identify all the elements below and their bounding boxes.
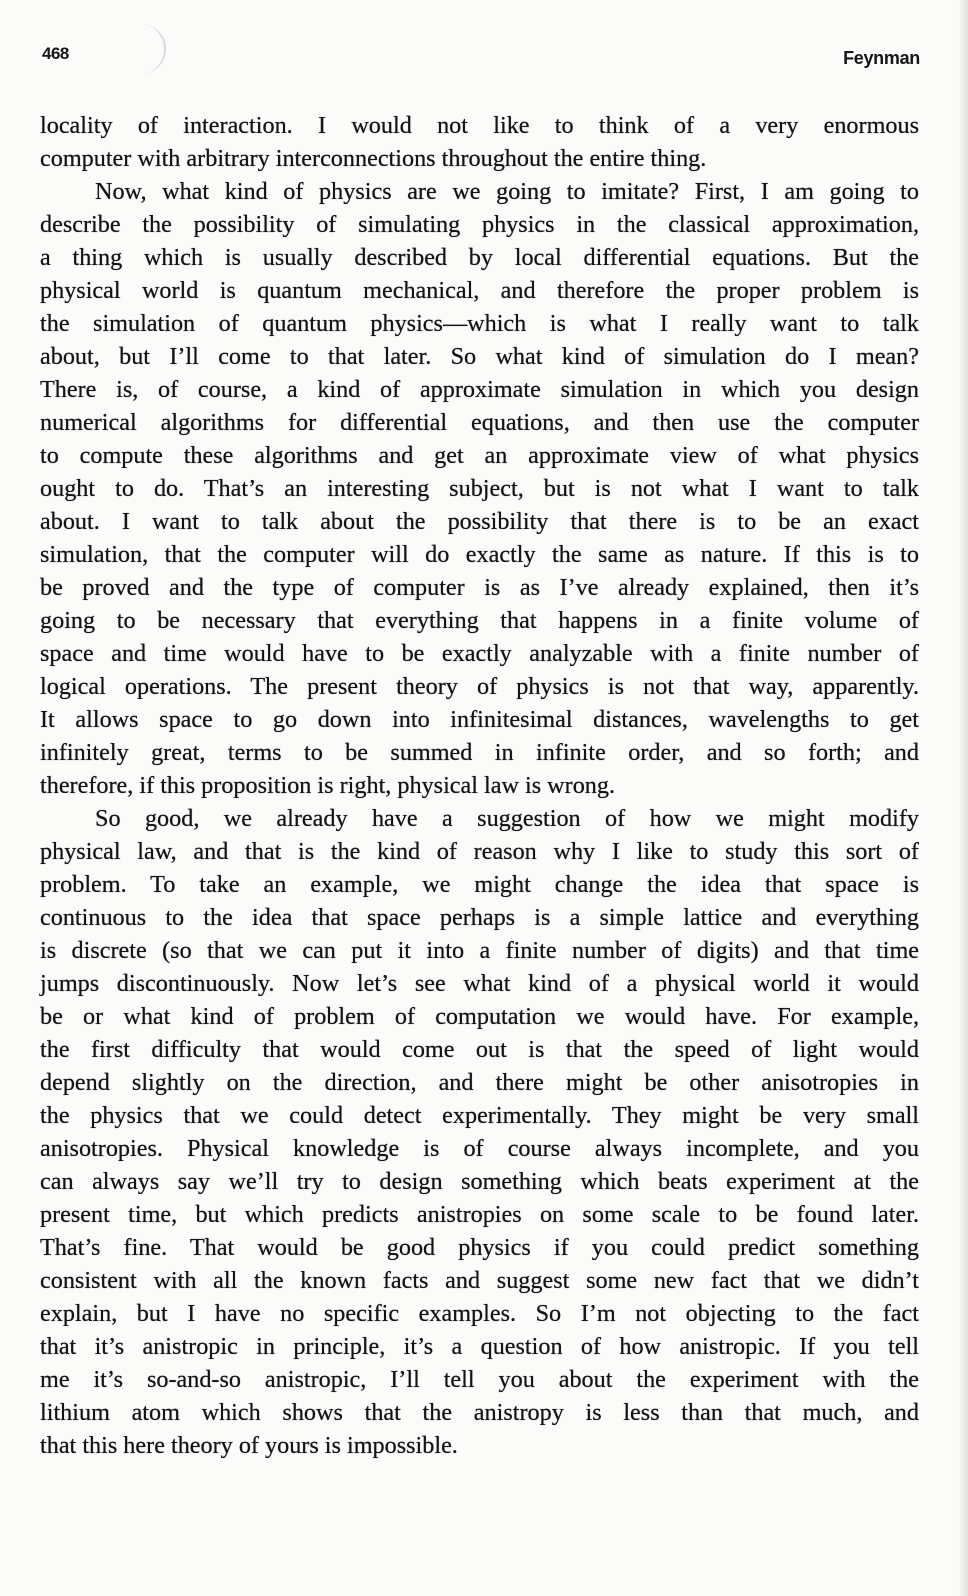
text-line: problem. To take an example, we might change the idea that space is [40, 871, 919, 898]
text-line: There is, of course, a kind of approximate simulation in which you design [40, 376, 919, 403]
text-line: computer with arbitrary interconnections throughout the entire thing. [40, 145, 707, 172]
text-line: locality of interaction. I would not like to think of a very enormous [40, 112, 919, 139]
text-line: going to be necessary that everything that happens in a finite volume of [40, 607, 919, 634]
text-line: the simulation of quantum physics—which is what I really want to talk [40, 310, 919, 337]
text-line: about, but I’ll come to that later. So what kind of simulation do I mean? [40, 343, 919, 370]
text-line: It allows space to go down into infinitesimal distances, wavelengths to get [40, 706, 919, 733]
text-line: explain, but I have no specific examples. So I’m not objecting to the fact [40, 1300, 919, 1327]
text-line: continuous to the idea that space perhaps is a simple lattice and everything [40, 904, 919, 931]
running-head-author: Feynman [843, 48, 920, 68]
text-line: depend slightly on the direction, and there might be other anisotropies in [40, 1069, 919, 1096]
text-line: that this here theory of yours is impossible. [40, 1432, 458, 1459]
text-line: about. I want to talk about the possibility that there is to be an exact [40, 508, 919, 535]
text-line: that it’s anistropic in principle, it’s a question of how anistropic. If you tell [40, 1333, 919, 1360]
text-line: logical operations. The present theory of physics is not that way, apparently. [40, 673, 919, 700]
text-line: simulation, that the computer will do exactly the same as nature. If this is to [40, 541, 919, 568]
text-line: the physics that we could detect experimentally. They might be very small [40, 1102, 919, 1129]
text-line: me it’s so-and-so anistropic, I’ll tell you about the experiment with the [40, 1366, 919, 1393]
page-header [42, 44, 920, 76]
text-line: be or what kind of problem of computation we would have. For example, [40, 1003, 919, 1030]
body-text [40, 109, 919, 1462]
text-line: consistent with all the known facts and suggest some new fact that we didn’t [40, 1267, 919, 1294]
text-line: to compute these algorithms and get an approximate view of what physics [40, 442, 919, 469]
text-line: anisotropies. Physical knowledge is of course always incomplete, and you [40, 1135, 919, 1162]
text-line: is discrete (so that we can put it into a finite number of digits) and that time [40, 937, 919, 964]
text-line: space and time would have to be exactly analyzable with a finite number of [40, 640, 919, 667]
text-line: therefore, if this proposition is right, physical law is wrong. [40, 772, 616, 799]
text-line: describe the possibility of simulating physics in the classical approximation, [40, 211, 919, 238]
paragraph-start-line: Now, what kind of physics are we going to imitate? First, I am going to [95, 178, 919, 205]
text-line: present time, but which predicts anistropies on some scale to be found later. [40, 1201, 919, 1228]
text-line: a thing which is usually described by local differential equations. But the [40, 244, 919, 271]
text-line: That’s fine. That would be good physics if you could predict something [40, 1234, 919, 1261]
text-line: physical world is quantum mechanical, and therefore the proper problem is [40, 277, 919, 304]
text-line: physical law, and that is the kind of reason why I like to study this sort of [40, 838, 919, 865]
page-number: 468 [42, 44, 69, 63]
text-line: can always say we’ll try to design something which beats experiment at the [40, 1168, 919, 1195]
text-line: lithium atom which shows that the anistropy is less than that much, and [40, 1399, 919, 1426]
text-line: the first difficulty that would come out is that the speed of light would [40, 1036, 919, 1063]
text-line: be proved and the type of computer is as I’ve already explained, then it’s [40, 574, 919, 601]
text-line: numerical algorithms for differential equations, and then use the computer [40, 409, 919, 436]
text-line: infinitely great, terms to be summed in infinite order, and so forth; and [40, 739, 919, 766]
text-line: ought to do. That’s an interesting subject, but is not what I want to talk [40, 475, 919, 502]
text-line: jumps discontinuously. Now let’s see what kind of a physical world it would [40, 970, 919, 997]
page-edge-shadow [958, 0, 968, 1596]
paragraph-start-line: So good, we already have a suggestion of how we might modify [95, 805, 919, 832]
